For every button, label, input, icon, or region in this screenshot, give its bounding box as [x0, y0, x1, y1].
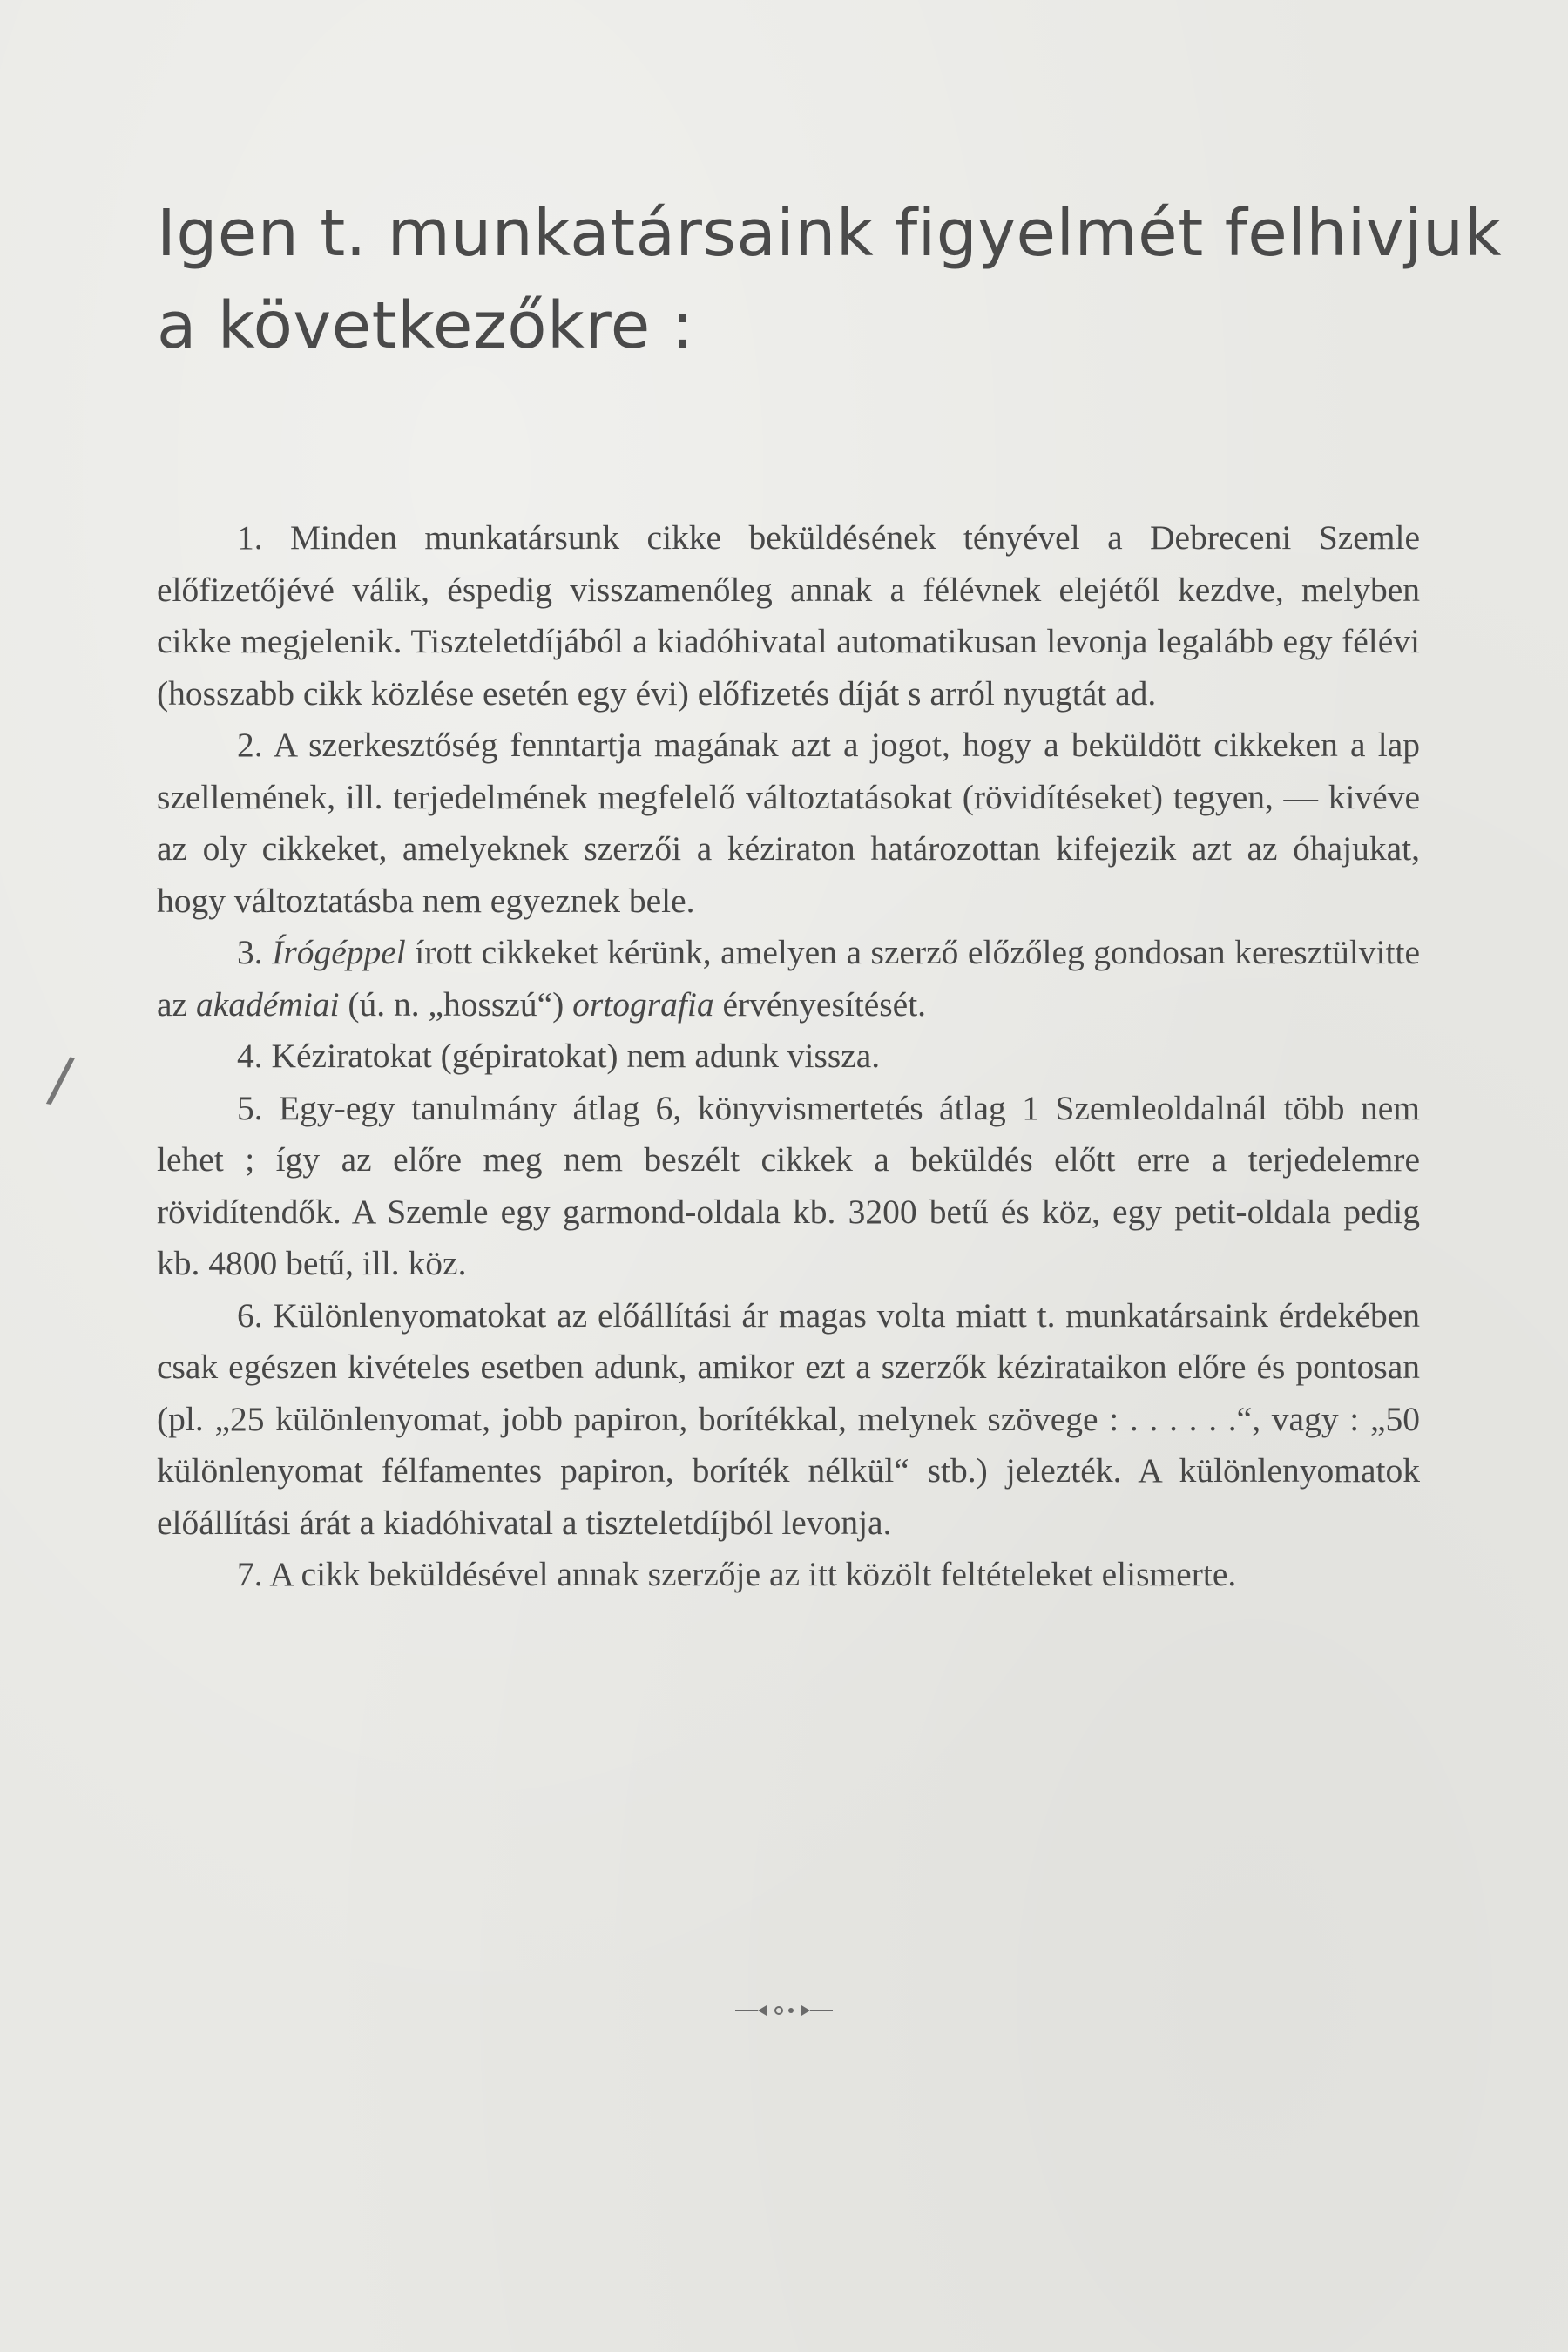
- paragraph-3: 3. Írógéppel írott cikkeket kérünk, amelyen a szerző előzőleg gondosan keresztülvitte az akadémiai (ú. n. „hosszú“) ortografia érvényesítését.: [157, 933, 1420, 1024]
- pencil-mark-icon: /: [44, 1042, 78, 1117]
- paragraph-2: 2. A szerkesztőség fenntartja magának azt a jogot, hogy a beküldött cikkeken a lap szellemének, ill. terjedelmének megfelelő változtatásokat (rövidítéseket) tegyen, — kivéve az oly cikkeket, amelyeknek szerzői a kéziraton határozottan kifejezik azt az óhajukat, hogy változtatásba nem egyeznek bele.: [157, 726, 1420, 920]
- ornament-svg: [732, 2002, 836, 2019]
- notice-body: [157, 512, 1420, 1601]
- paragraph-7: 7. A cikk beküldésével annak szerzője az itt közölt feltételeket elismerte.: [237, 1555, 1237, 1593]
- paragraph-6: 6. Különlenyomatokat az előállítási ár magas volta miatt t. munkatársaink érdekében csak egészen kivételes esetben adunk, amikor ezt a szerzők kézirataikon előre és pontosan (pl. „25 különlenyomat, jobb papiron, borítékkal, melynek szövege : . . . . . .“, vagy : „50 különlenyomat félfamentes papiron, boríték nélkül“ stb.) jelezték. A különlenyomatok előállítási árát a kiadóhivatal a tiszteletdíjból levonja.: [157, 1295, 1420, 1542]
- heading-line-2: a következőkre :: [157, 288, 694, 363]
- paragraph-1: 1. Minden munkatársunk cikke beküldésének tényével a Debreceni Szemle előfizetőjévé válik, éspedig visszamenőleg annak a félévnek elejétől kezdve, melyben cikke megjelenik. Tiszteletdíjából a kiadóhivatal automatikusan levonja legalább egy félévi (hosszabb cikk közlése esetén egy évi) előfizetés díját s arról nyugtát ad.: [157, 518, 1420, 713]
- end-ornament-icon: [714, 2002, 854, 2024]
- emphasis-irogeppel: Írógéppel: [272, 933, 406, 971]
- paragraph-5: 5. Egy-egy tanulmány átlag 6, könyvismertetés átlag 1 Szemleoldalnál több nem lehet ; így az előre meg nem beszélt cikkek a beküldés előtt erre a terjedelemre rövidítendők. A Szemle egy garmond-oldala kb. 3200 betű és köz, egy petit-oldala pedig kb. 4800 betű, ill. köz.: [157, 1088, 1420, 1282]
- page-heading: [157, 187, 1502, 372]
- paragraph-4: 4. Kéziratokat (gépiratokat) nem adunk vissza.: [237, 1037, 881, 1075]
- emphasis-akademiai: akadémiai: [195, 984, 340, 1024]
- emphasis-ortografia: ortografia: [572, 984, 714, 1024]
- heading-line-1: Igen t. munkatársaink figyelmét felhivjuk: [157, 196, 1502, 271]
